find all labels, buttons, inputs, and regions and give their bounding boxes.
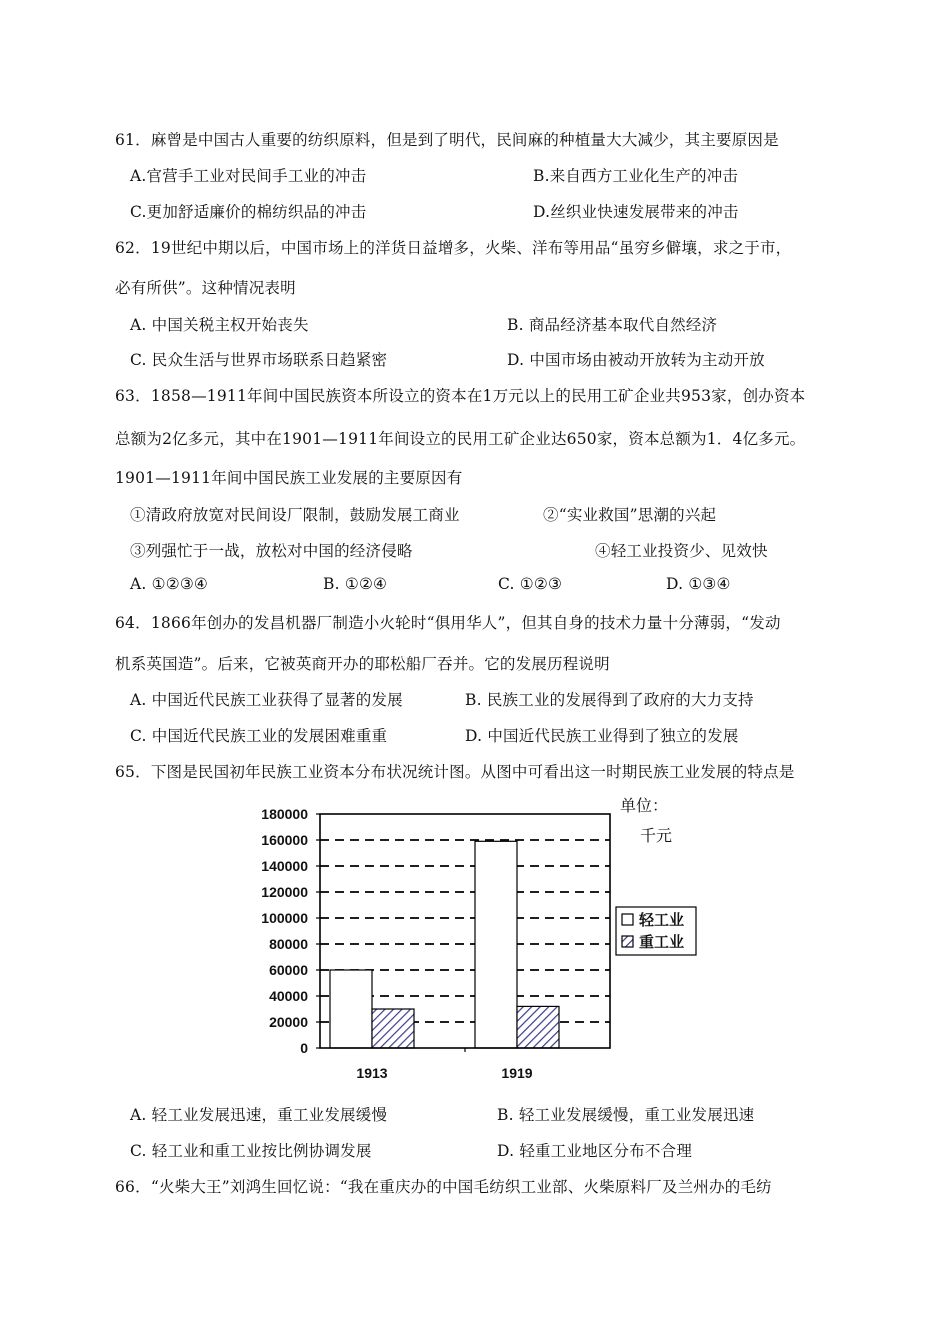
q61-stem: 61．麻曾是中国古人重要的纺织原料，但是到了明代，民间麻的种植量大大减少，其主要原因是 bbox=[115, 131, 779, 149]
y-tick-label: 0 bbox=[300, 1040, 308, 1056]
q61-option-d: D.丝织业快速发展带来的冲击 bbox=[533, 203, 739, 221]
y-tick-label: 140000 bbox=[261, 858, 308, 874]
q64-option-a: A. 中国近代民族工业获得了显著的发展 bbox=[130, 691, 403, 709]
legend-label-light: 轻工业 bbox=[639, 912, 685, 929]
legend-label-heavy: 重工业 bbox=[639, 934, 685, 951]
y-tick-label: 160000 bbox=[261, 832, 308, 848]
y-tick-label: 100000 bbox=[261, 910, 308, 926]
y-tick-label: 40000 bbox=[269, 988, 308, 1004]
y-tick-label: 80000 bbox=[269, 936, 308, 952]
q61-option-a: A.官营手工业对民间手工业的冲击 bbox=[130, 167, 367, 185]
legend-swatch-heavy bbox=[622, 936, 633, 947]
legend-swatch-light bbox=[622, 914, 633, 925]
q64-stem-line1: 64．1866年创办的发昌机器厂制造小火轮时“俱用华人”，但其自身的技术力量十分薄弱，“发动 bbox=[115, 614, 781, 632]
legend bbox=[616, 907, 696, 955]
unit-value: 千元 bbox=[640, 828, 673, 845]
q63-stem-line3: 1901—1911年间中国民族工业发展的主要原因有 bbox=[115, 469, 463, 487]
q61-option-b: B.来自西方工业化生产的冲击 bbox=[533, 167, 739, 185]
bar-heavy-1913 bbox=[372, 1009, 414, 1048]
q64-stem-line2: 机系英国造”。后来，它被英商开办的耶松船厂吞并。它的发展历程说明 bbox=[115, 655, 610, 673]
bar-heavy-1919 bbox=[517, 1006, 559, 1048]
q66-stem: 66．“火柴大王”刘鸿生回忆说：“我在重庆办的中国毛纺织工业部、火柴原料厂及兰州办的毛纺 bbox=[115, 1178, 772, 1196]
q63-stem-line2: 总额为2亿多元，其中在1901—1911年间设立的民用工矿企业达650家，资本总额为1．4亿多元。 bbox=[115, 430, 806, 448]
x-tick-label: 1919 bbox=[501, 1065, 533, 1081]
q62-stem-line1: 62．19世纪中期以后，中国市场上的洋货日益增多，火柴、洋布等用品“虽穷乡僻壤，求之于市， bbox=[115, 239, 792, 257]
q63-item-2: ②“实业救国”思潮的兴起 bbox=[543, 506, 717, 524]
unit-label: 单位： bbox=[620, 798, 669, 815]
q65-stem: 65．下图是民国初年民族工业资本分布状况统计图。从图中可看出这一时期民族工业发展的特点是 bbox=[115, 763, 795, 781]
q64-option-d: D. 中国近代民族工业得到了独立的发展 bbox=[465, 727, 739, 745]
bar-light-1919 bbox=[475, 841, 517, 1048]
industry-capital-chart bbox=[230, 790, 720, 1100]
q63-stem-line1: 63．1858—1911年间中国民族资本所设立的资本在1万元以上的民用工矿企业共953家，创办资本 bbox=[115, 387, 806, 405]
y-tick-label: 20000 bbox=[269, 1014, 308, 1030]
q64-option-b: B. 民族工业的发展得到了政府的大力支持 bbox=[465, 691, 754, 709]
bar-light-1913 bbox=[330, 970, 372, 1048]
q62-option-a: A. 中国关税主权开始丧失 bbox=[130, 316, 309, 334]
q63-item-3: ③列强忙于一战，放松对中国的经济侵略 bbox=[130, 542, 413, 560]
q63-option-b: B. ①②④ bbox=[323, 575, 388, 593]
y-tick-label: 60000 bbox=[269, 962, 308, 978]
x-tick-label: 1913 bbox=[356, 1065, 388, 1081]
q64-option-c: C. 中国近代民族工业的发展困难重重 bbox=[130, 727, 388, 745]
q63-option-c: C. ①②③ bbox=[498, 575, 563, 593]
q62-option-b: B. 商品经济基本取代自然经济 bbox=[507, 316, 718, 334]
q63-option-d: D. ①③④ bbox=[666, 575, 731, 593]
y-tick-label: 180000 bbox=[261, 806, 308, 822]
q61-option-c: C.更加舒适廉价的棉纺织品的冲击 bbox=[130, 203, 367, 221]
q63-option-a: A. ①②③④ bbox=[130, 575, 209, 593]
q65-option-b: B. 轻工业发展缓慢，重工业发展迅速 bbox=[497, 1106, 755, 1124]
q63-item-4: ④轻工业投资少、见效快 bbox=[595, 542, 768, 560]
q62-option-d: D. 中国市场由被动开放转为主动开放 bbox=[507, 351, 765, 369]
q62-option-c: C. 民众生活与世界市场联系日趋紧密 bbox=[130, 351, 388, 369]
q65-option-c: C. 轻工业和重工业按比例协调发展 bbox=[130, 1142, 372, 1160]
q63-item-1: ①清政府放宽对民间设厂限制，鼓励发展工商业 bbox=[130, 506, 460, 524]
q65-option-d: D. 轻重工业地区分布不合理 bbox=[497, 1142, 693, 1160]
q62-stem-line2: 必有所供”。这种情况表明 bbox=[115, 279, 296, 297]
y-tick-label: 120000 bbox=[261, 884, 308, 900]
q65-option-a: A. 轻工业发展迅速，重工业发展缓慢 bbox=[130, 1106, 388, 1124]
